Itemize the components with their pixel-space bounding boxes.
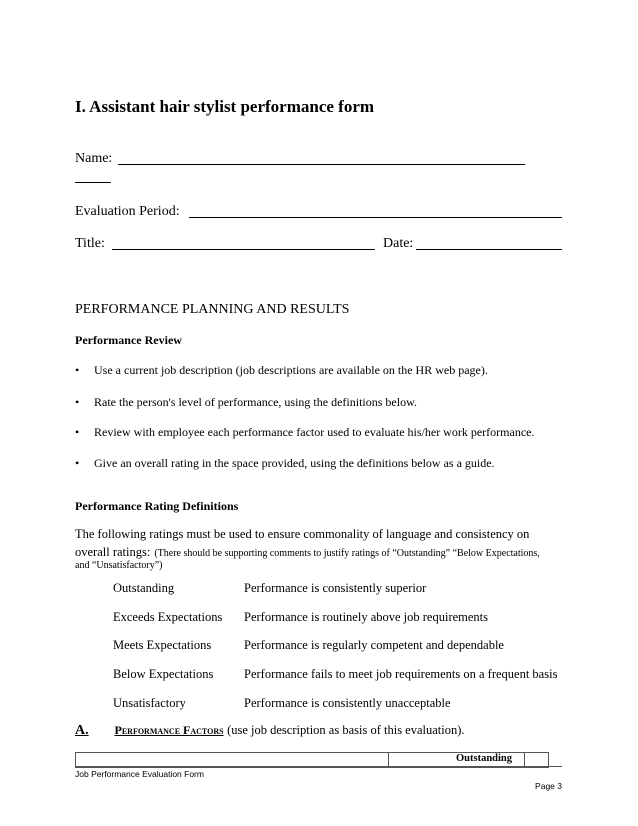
performance-review-heading: Performance Review: [75, 333, 182, 347]
section-heading: PERFORMANCE PLANNING AND RESULTS: [75, 302, 350, 317]
list-item-text: Give an overall rating in the space provided, using the definitions below as a guide.: [94, 456, 495, 470]
rating-intro-line-2: [75, 543, 540, 561]
rating-intro-line-1: The following ratings must be used to ensure commonality of language and consistency on: [75, 527, 530, 541]
date-label: Date:: [383, 236, 414, 251]
list-item: [75, 456, 555, 472]
rating-intro-prefix: overall ratings:: [75, 545, 151, 559]
rating-term: Exceeds Expectations: [113, 610, 223, 624]
title-label: Title:: [75, 236, 105, 251]
bullet-icon: •: [75, 456, 80, 470]
footer-doc-name: Job Performance Evaluation Form: [75, 769, 204, 779]
evaluation-period-label: Evaluation Period:: [75, 204, 180, 219]
rating-definition: Performance is routinely above job requirements: [244, 610, 489, 624]
name-label: Name:: [75, 151, 113, 166]
list-item: [75, 395, 555, 411]
factors-heading: Performance Factors: [114, 723, 224, 737]
form-title: I. Assistant hair stylist performance form: [75, 97, 375, 116]
rating-intro-note: (There should be supporting comments to justify ratings of “Outstanding” “Below Expectations,: [154, 548, 540, 559]
name-field[interactable]: [118, 150, 525, 165]
rating-definitions-heading: Performance Rating Definitions: [75, 499, 239, 513]
rating-term: Below Expectations: [113, 667, 214, 681]
table-header-outstanding: Outstanding: [456, 753, 513, 764]
rating-term: Meets Expectations: [113, 638, 212, 652]
rating-definition: Performance is regularly competent and dependable: [244, 638, 504, 652]
list-item-text: Review with employee each performance factor used to evaluate his/her work performance.: [94, 425, 535, 439]
bullet-icon: •: [75, 363, 80, 377]
footer-page-number: Page 3: [535, 781, 562, 791]
bullet-icon: •: [75, 395, 80, 409]
rating-definition: Performance is consistently superior: [244, 581, 427, 595]
rating-term: Outstanding: [113, 581, 175, 595]
factors-note: (use job description as basis of this evaluation).: [227, 723, 465, 737]
performance-factors-line: [75, 723, 465, 739]
bullet-icon: •: [75, 425, 80, 439]
list-item-text: Rate the person's level of performance, using the definitions below.: [94, 395, 417, 409]
footer-divider: [75, 766, 562, 767]
evaluation-period-field[interactable]: [189, 203, 562, 218]
name-field-continuation[interactable]: [75, 170, 111, 183]
rating-term: Unsatisfactory: [113, 696, 186, 710]
list-item: [75, 363, 555, 379]
rating-intro-line-3: and “Unsatisfactory”): [75, 560, 163, 571]
rating-definition: Performance fails to meet job requirements on a frequent basis: [244, 667, 558, 681]
title-field[interactable]: [112, 235, 375, 250]
factors-letter: A.: [75, 723, 89, 738]
date-field[interactable]: [416, 235, 562, 250]
list-item-text: Use a current job description (job descriptions are available on the HR web page).: [94, 363, 488, 377]
rating-definition: Performance is consistently unacceptable: [244, 696, 451, 710]
list-item: [75, 425, 555, 441]
